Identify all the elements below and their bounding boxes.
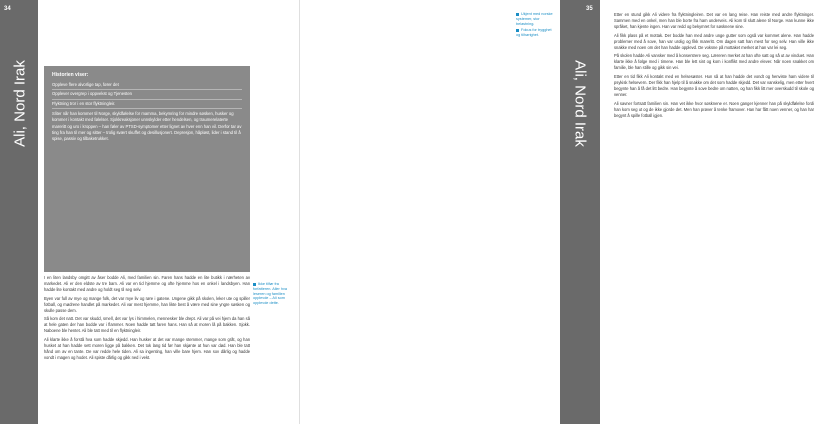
left-vertical-title: Ali, Nord Irak	[11, 60, 29, 147]
right-side-note	[516, 12, 556, 26]
body-paragraph: På skolen hadde Ali vansker med å konsentrere seg. Læreren merket at han ofte satt og så ut av vinduet. Han klarte ikke å følge med i timene. Han ble lett sint og kom i konflikt med andre elever. Når noen snakket om familie, ble han stille og gikk sin vei.	[614, 53, 814, 71]
body-paragraph: Etter en tid fikk Ali kontakt med en helsesøster. Hun så at han hadde det vondt og henviste ham videre til psykisk helsevern. Der fikk han hjelp til å snakke om det som hadde skjedd. Det var vanskelig, men etter hvert begynte han å få det litt bedre. Han begynte å sove bedre om natten, og han fikk litt mer overskudd til skole og venner.	[614, 74, 814, 97]
fact-box-line: Flyktning tror i en stor flyktningleir.	[52, 100, 242, 109]
body-paragraph: Etter en stund gikk Ali videre fra flyktningleiren. Det var en lang reise. Han reiste med andre flyktninger. Sammen med en onkel, men han ble borte fra ham underveis. Ali kom til slutt alene til Norge. Han kunne ikke språket, han kjente ingen. Han var redd og bekymret for søsknene sine.	[614, 12, 814, 29]
left-body-column	[44, 275, 250, 364]
right-title-band	[560, 0, 600, 424]
body-paragraph: Byen var full av mye og mange folk, det var mye liv og røre i gatene. Ungene gikk på skolen, leker ute og spiller fotball, og mødrene handlet på markedet. Ali var mest hjemme, han likte best å være med sine yngre søsken og skulle passe dem.	[44, 295, 250, 313]
fact-box-title: Historien viser:	[52, 72, 89, 78]
left-page	[0, 0, 300, 424]
body-paragraph: Ali klarte ikke å forstå hva som hadde skjedd. Han husker at det var mange stemmer, mange som gråt, og han husket at han hadde sett moren ligge på bakken. Det tok lang tid før han skjønte at hun var død. Han ble tatt hånd om av en tante. De var redde hele tiden. Ali sa ingenting, han ville bare hjem. Han sov dårlig og hadde vondt i magen og hodet. Ali spiste dårlig og gikk ned i vekt.	[44, 337, 250, 360]
fact-box-line: Oppleve flere alvorlige tap, fører det	[52, 81, 242, 90]
body-paragraph: Ali fikk plass på et mottak. Der bodde han med andre unge gutter som også var kommet alene. Han hadde problemer med å sove, han var urolig og fikk mareritt. Om dagen satt han mest for seg selv. Han ville ikke snakke med noen om det han hadde opplevd. De voksne på mottaket merket at han var lei seg.	[614, 32, 814, 50]
right-body-column	[614, 12, 814, 122]
right-side-note	[516, 28, 556, 38]
fact-box-paragraph: Sliter når han kommer til Norge, skyldfølelse for mamma, bekymring for mindre søsken, husker og kommer i kontakt med følelser. Sjokkreaksjoner unnskylder etter hendelsen, og traumerelaterte mareritt og uro i kroppen – han føler av PTSD-symptomer etter lignet av hver enn han vil. Derfor tar av ting fra han til mer og sitter – trolig svært skuffet og desillusjonert. Depresjon, håpløst, lider i stand til å spise, passiv og tilbaketrukket.	[52, 111, 242, 142]
fact-box	[44, 66, 250, 272]
bullet-icon	[516, 29, 519, 32]
right-vertical-title: Ali, Nord Irak	[571, 60, 589, 147]
right-page	[300, 0, 814, 424]
left-side-note	[253, 282, 291, 306]
body-paragraph: I en liten landsby omgitt av åser bodde Ali, med familien sin. Faren hans hadde en lite butikk i nærheten av markedet. Ali er den eldste av tre barn. Ali var en tid hjemme og ofte hjemme hos en onkel i landsbyen. Han hadde lite kontakt med andre og holdt seg til seg selv.	[44, 275, 250, 292]
side-note-text: Ikke tilfør fra forfatteren. Aller hva leseren og familien opplevde – Ali som opplevde dette.	[253, 282, 287, 306]
left-page-number: 34	[4, 6, 11, 12]
fact-box-line: Opplever overgrep i oppvekst og Tjenesten	[52, 90, 242, 99]
body-paragraph: Ali savner fortsatt familien sin. Han vet ikke hvor søsknene er. Noen ganger kjenner han på skyldfølelse fordi han kom seg ut og de ikke gjorde det. Men han prøver å tenke framover. Han har fått noen venner, og han har begynt å spille fotball igjen.	[614, 100, 814, 118]
bullet-icon	[253, 283, 256, 286]
bullet-icon	[516, 13, 519, 16]
left-title-band	[0, 0, 38, 424]
side-note-text: Fokus for trygghet og tilhørighet.	[516, 28, 552, 37]
right-page-number: 35	[586, 6, 593, 12]
side-note-text: Ukjent med norske systemer, stor belastning.	[516, 12, 553, 26]
body-paragraph: Så kom det natt. Det var skudd, smell, det var lys i himmelen, mennesker ble drept. Ali var på vei hjem da han så at hele gaten der han bodde var i flammer. Noen hadde tatt faren hans. Han så at moren lå på bakken. Sjokk. Naboene ble hentet. Ali ble tatt med til en flyktningleir.	[44, 316, 250, 334]
